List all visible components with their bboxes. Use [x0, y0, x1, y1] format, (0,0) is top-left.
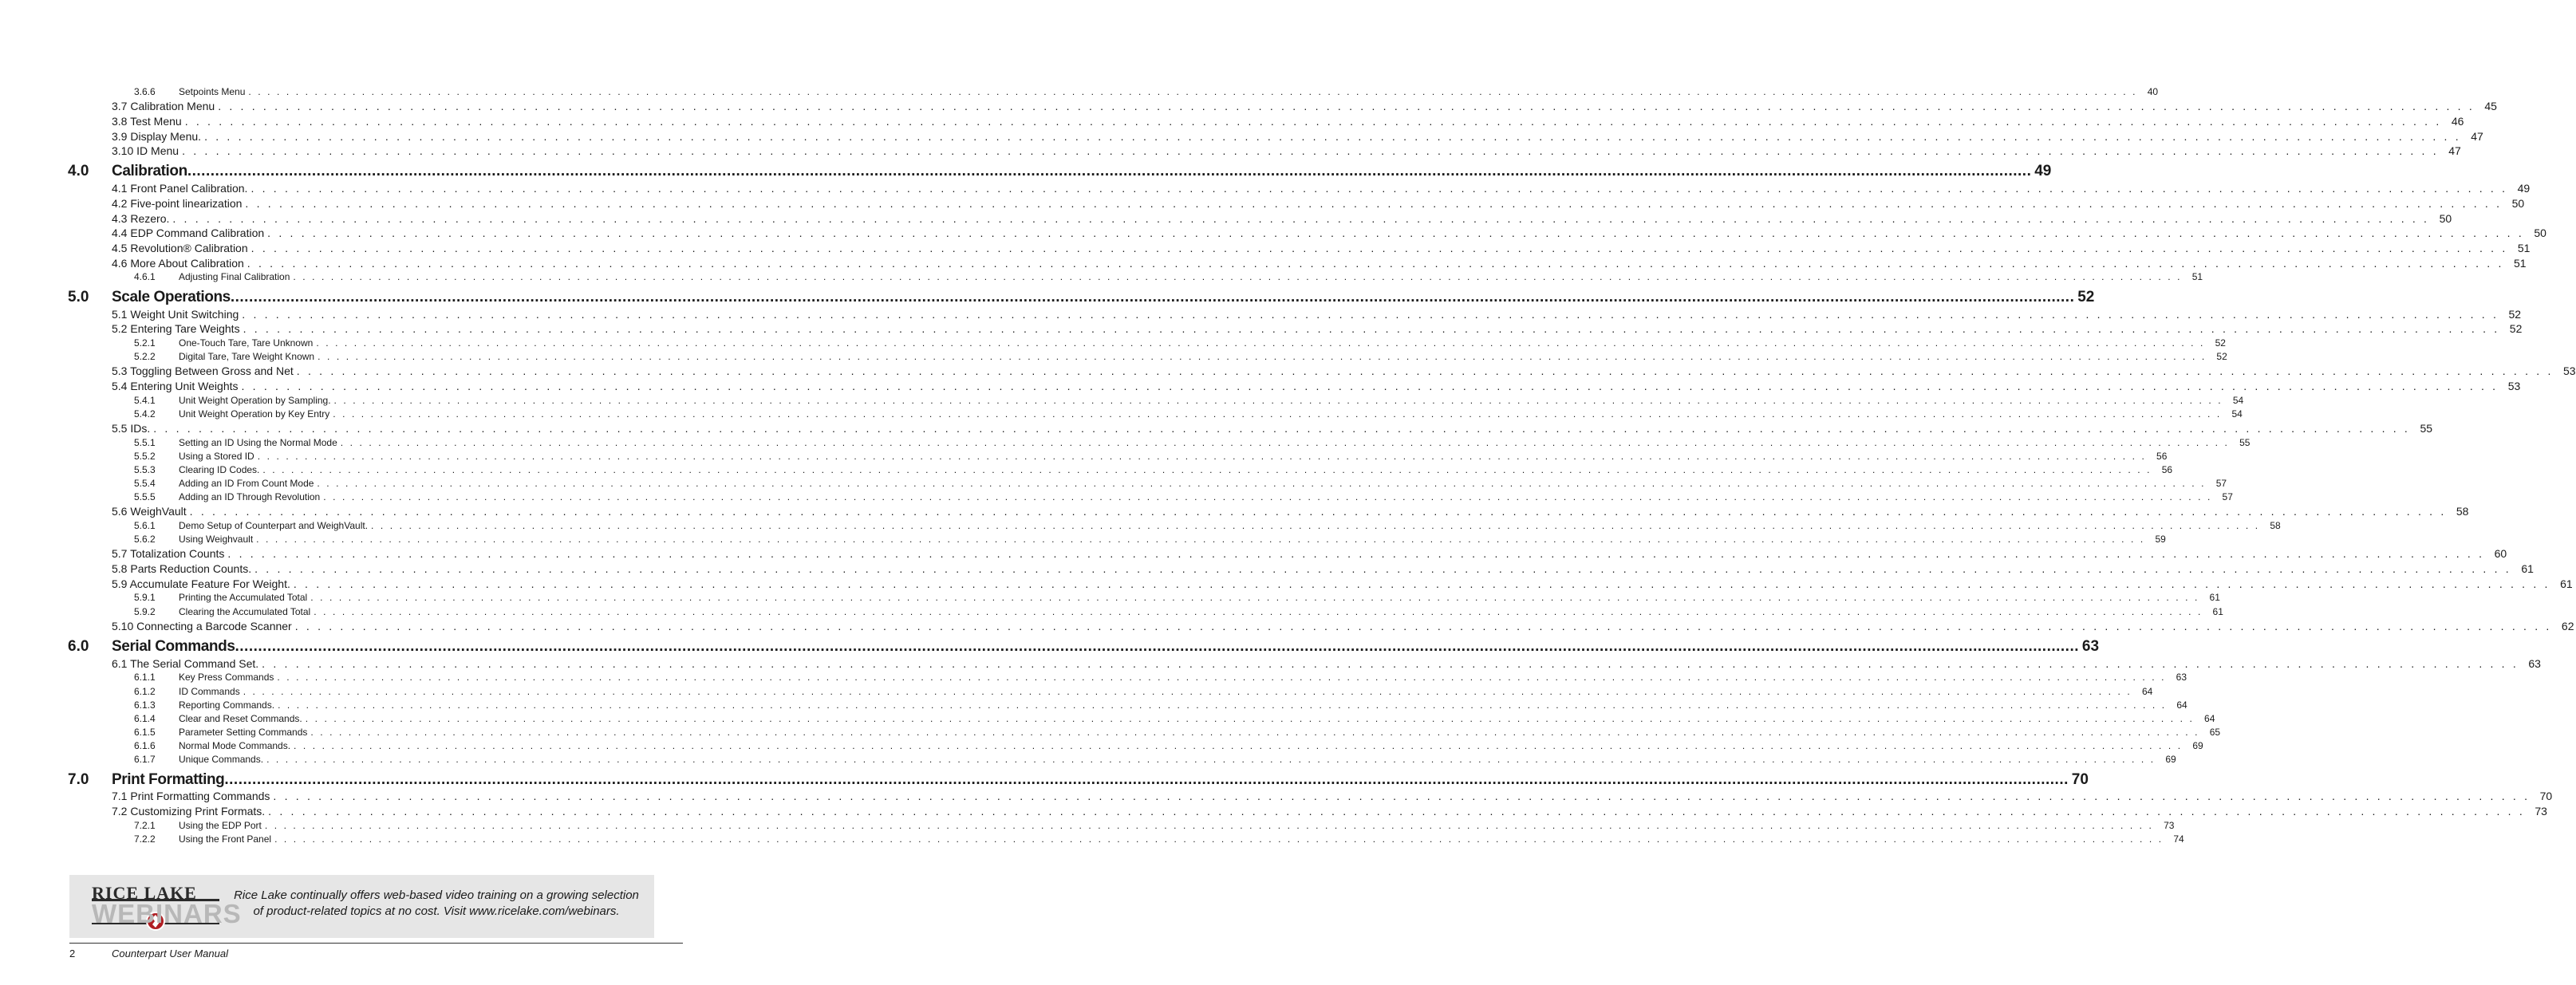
- toc-entry-number: 5.5.2: [134, 451, 156, 462]
- toc-dot-leader: . . . . . . . . . . . . . . . . . . . . . . . . . . . . . . . . . . . . . . . . . . . . . . . . . . . . . . . . . . . . . . . . . . . . . . . . . . . . . . . . . . . . . . . . . . . . . . . . . . . . . . . . . . . . . . . . . . . . . . . . . . . . . . . . . . . . . . . . . . . . . . . . . . . . . . . . . . . . . . . . . . . . . . . . . . . . . . . . . . . . . . . . . . . . . . . . . . . . . . . .: [218, 100, 2475, 112]
- toc-page-number: 53: [2507, 380, 2521, 392]
- toc-entry-title: Digital Tare, Tare Weight Known: [179, 351, 315, 362]
- toc-entry-number: 4.0: [68, 163, 89, 179]
- toc-entry-title: Using a Stored ID: [179, 451, 254, 462]
- toc-entry-title: Print Formatting: [112, 771, 225, 788]
- toc-entry[interactable]: [112, 182, 2531, 197]
- toc-entry-title: Setting an ID Using the Normal Mode: [179, 437, 337, 448]
- toc-dot-leader: . . . . . . . . . . . . . . . . . . . . . . . . . . . . . . . . . . . . . . . . . . . . . . . . . . . . . . . . . . . . . . . . . . . . . . . . . . . . . . . . . . . . . . . . . . . . . . . . . . . . . . . . . . . . . . . . . . . . . . . . . . . . . . . . . . . . . . . . . . . . . . . . . . . . . . . . . . . . . . . . . . . . . . . . . . . . . . . . . . . . . . . . . . . . . . . . . . . . . . . .: [262, 657, 2519, 670]
- toc-subentry[interactable]: [134, 408, 2243, 422]
- toc-dot-leader: . . . . . . . . . . . . . . . . . . . . . . . . . . . . . . . . . . . . . . . . . . . . . . . . . . . . . . . . . . . . . . . . . . . . . . . . . . . . . . . . . . . . . . . . . . . . . . . . . . . . . . . . . . . . . . . . . . . . . . . . . . . . . . . . . . . . . . . . . . . . . . . . . . . . . . . . . . . . . . . . . . . . . . . . . . . . . . . . . . . . . . . . . . . . . . . . . . . . . . . .: [153, 422, 2411, 435]
- toc-entry-title: Calibration: [112, 163, 187, 179]
- toc-entry-title: 7.1 Print Formatting Commands: [112, 790, 270, 802]
- toc-subentry[interactable]: [134, 337, 2226, 351]
- toc-subentry[interactable]: [134, 534, 2166, 547]
- toc-dot-leader: . . . . . . . . . . . . . . . . . . . . . . . . . . . . . . . . . . . . . . . . . . . . . . . . . . . . . . . . . . . . . . . . . . . . . . . . . . . . . . . . . . . . . . . . . . . . . . . . . . . . . . . . . . . . . . . . . . . . . . . . . . . . . . . . . . . . . . . . . . . . . . . . . . . . . . . . . . . . . . . . . . . . . . . . . . . . . . . . . . . . . . . . . . . . . . . . . . . . . . . .: [243, 322, 2500, 335]
- footer-document-title: Counterpart User Manual: [112, 948, 228, 959]
- toc-entry-title: Key Press Commands: [179, 672, 274, 683]
- toc-entry-title: 5.6 WeighVault: [112, 505, 187, 518]
- toc-dot-leader: . . . . . . . . . . . . . . . . . . . . . . . . . . . . . . . . . . . . . . . . . . . . . . . . . . . . . . . . . . . . . . . . . . . . . . . . . . . . . . . . . . . . . . . . . . . . . . . . . . . . . . . . . . . . . . . . . . . . . . . . . . . . . . . . . . . . . . . . . . . . . . . . . . . . . . . . . . . . . . . . . . . . . . . . . . . . . . . . . . . . . . . . . . . . . . . . . . . . . . . .: [277, 672, 2167, 683]
- toc-page-number: 64: [2176, 699, 2187, 711]
- footer-page-number: 2: [69, 948, 76, 959]
- toc-entry-title: 4.5 Revolution® Calibration: [112, 242, 248, 254]
- toc-dot-leader: . . . . . . . . . . . . . . . . . . . . . . . . . . . . . . . . . . . . . . . . . . . . . . . . . . . . . . . . . . . . . . . . . . . . . . . . . . . . . . . . . . . . . . . . . . . . . . . . . . . . . . . . . . . . . . . . . . . . . . . . . . . . . . . . . . . . . . . . . . . . . . . . . . . . . . . . . . . . . . . . . . . . . . . . . . . . . . . . . . . . . . . . . . . . . . . . . . . . . . . .: [371, 520, 2260, 531]
- toc-subentry[interactable]: [134, 740, 2203, 754]
- toc-entry-title: 5.5 IDs.: [112, 422, 151, 435]
- toc-dot-leader: . . . . . . . . . . . . . . . . . . . . . . . . . . . . . . . . . . . . . . . . . . . . . . . . . . . . . . . . . . . . . . . . . . . . . . . . . . . . . . . . . . . . . . . . . . . . . . . . . . . . . . . . . . . . . . . . . . . . . . . . . . . . . . . . . . . . . . . . . . . . . . . . . . . . . . . . . . . . . . . . . . . . . . . . . . . . . . . . . . . . . . . . . . . . . . . . . . . . . . . .: [310, 592, 2199, 603]
- toc-entry-title: Adjusting Final Calibration: [179, 271, 290, 282]
- toc-entry[interactable]: [112, 242, 2531, 257]
- toc-entry-number: 5.6.1: [134, 520, 156, 531]
- toc-page-number: 53: [2562, 364, 2576, 377]
- toc-entry[interactable]: [112, 197, 2525, 212]
- toc-dot-leader: . . . . . . . . . . . . . . . . . . . . . . . . . . . . . . . . . . . . . . . . . . . . . . . . . . . . . . . . . . . . . . . . . . . . . . . . . . . . . . . . . . . . . . . . . . . . . . . . . . . . . . . . . . . . . . . . . . . . . . . . . . . . . . . . . . . . . . . . . . . . . . . . . . . . . . . . . . . . . . . . . . . . . . . . . . . . . . . . . . . . . . . . . . . . . . . . . . . . . . . .: [293, 271, 2183, 282]
- toc-entry[interactable]: [112, 505, 2469, 520]
- toc-subentry[interactable]: [134, 754, 2176, 767]
- toc-entry-title: 3.8 Test Menu: [112, 115, 182, 128]
- toc-entry-title: Setpoints Menu: [179, 86, 246, 97]
- toc-page-number: 51: [2513, 257, 2527, 270]
- toc-dot-leader: . . . . . . . . . . . . . . . . . . . . . . . . . . . . . . . . . . . . . . . . . . . . . . . . . . . . . . . . . . . . . . . . . . . . . . . . . . . . . . . . . . . . . . . . . . . . . . . . . . . . . . . . . . . . . . . . . . . . . . . . . . . . . . . . . . . . . . . . . . . . . . . . . . . . . . . . . . . . . . . . . . . . . . . . . . . . . . . . . . . . . . . . . . . . . . . . . . . . . . . .: [256, 534, 2145, 545]
- toc-dot-leader: . . . . . . . . . . . . . . . . . . . . . . . . . . . . . . . . . . . . . . . . . . . . . . . . . . . . . . . . . . . . . . . . . . . . . . . . . . . . . . . . . . . . . . . . . . . . . . . . . . . . . . . . . . . . . . . . . . . . . . . . . . . . . . . . . . . . . . . . . . . . . . . . . . . . . . . . . . . . . . . . . . . . . . . . . . . . . . . . . . . . . . . . . . . . . . . . . . . . . . . .: [184, 115, 2442, 128]
- toc-entry-title: Using the Front Panel: [179, 833, 272, 845]
- toc-page-number: 51: [2517, 242, 2531, 254]
- toc-dot-leader: . . . . . . . . . . . . . . . . . . . . . . . . . . . . . . . . . . . . . . . . . . . . . . . . . . . . . . . . . . . . . . . . . . . . . . . . . . . . . . . . . . . . . . . . . . . . . . . . . . . . . . . . . . . . . . . . . . . . . . . . . . . . . . . . . . . . . . . . . . . . . . . . . . . . . . . . . . . . . . . . . . . . . . . . . . . . . . . . . . . . . . . . . . . . . . . . . . . . . . . .: [333, 408, 2222, 420]
- toc-entry-title: Demo Setup of Counterpart and WeighVault.: [179, 520, 369, 531]
- toc-entry-title: 3.10 ID Menu: [112, 144, 179, 157]
- toc-entry-number: 5.2.1: [134, 337, 156, 349]
- toc-entry[interactable]: [112, 790, 2553, 805]
- toc-dot-leader: . . . . . . . . . . . . . . . . . . . . . . . . . . . . . . . . . . . . . . . . . . . . . . . . . . . . . . . . . . . . . . . . . . . . . . . . . . . . . . . . . . . . . . . . . . . . . . . . . . . . . . . . . . . . . . . . . . . . . . . . . . . . . . . . . . . . . . . . . . . . . . . . . . . . . . . . . . . . . . . . . . . . . . . . . . . . . . . . . . . . . . . . . . . . . . . . . . . . . . . .: [296, 364, 2554, 377]
- toc-dot-leader: . . . . . . . . . . . . . . . . . . . . . . . . . . . . . . . . . . . . . . . . . . . . . . . . . . . . . . . . . . . . . . . . . . . . . . . . . . . . . . . . . . . . . . . . . . . . . . . . . . . . . . . . . . . . . . . . . . . . . . . . . . . . . . . . . . . . . . . . . . . . . . . . . . . . . . . . . . . . . . . . . . . . . . . . . . . . . . . . . . . . . . . . . . . . . . . . . . . . . . . .: [250, 182, 2508, 195]
- toc-entry[interactable]: [112, 322, 2523, 337]
- toc-entry-title: Reporting Commands.: [179, 699, 275, 711]
- toc-subentry[interactable]: [134, 86, 2159, 100]
- toc-entry-title: Printing the Accumulated Total: [179, 592, 308, 603]
- toc-page-number: 50: [2439, 212, 2452, 225]
- toc-page-number: 52: [2508, 308, 2522, 321]
- toc-page-number: 61: [2521, 562, 2534, 575]
- toc-dot-leader: . . . . . . . . . . . . . . . . . . . . . . . . . . . . . . . . . . . . . . . . . . . . . . . . . . . . . . . . . . . . . . . . . . . . . . . . . . . . . . . . . . . . . . . . . . . . . . . . . . . . . . . . . . . . . . . . . . . . . . . . . . . . . . . . . . . . . . . . . . . . . . . . . . . . . . . . . . . . . . . . . . . . . . . . . . . . . . . . . . . . . . . . . . . . . . . . . . . . . . . .: [242, 308, 2499, 321]
- toc-dot-leader: . . . . . . . . . . . . . . . . . . . . . . . . . . . . . . . . . . . . . . . . . . . . . . . . . . . . . . . . . . . . . . . . . . . . . . . . . . . . . . . . . . . . . . . . . . . . . . . . . . . . . . . . . . . . . . . . . . . . . . . . . . . . . . . . . . . . . . . . . . . . . . . . . . . . . . . . . . . . . . . . . . . . . . . . . . . . . . . . . . . . . . . . . . . . . . . . . . . . . . . .: [274, 833, 2164, 845]
- toc-page-number: 60: [2494, 547, 2507, 560]
- toc-entry-number: 5.9.2: [134, 606, 156, 617]
- webinar-banner: [69, 875, 654, 938]
- toc-entry-title: 5.8 Parts Reduction Counts.: [112, 562, 252, 575]
- toc-section-heading[interactable]: [68, 771, 2089, 790]
- banner-line-1: Rice Lake continually offers web-based video training on a growing selection: [234, 888, 639, 902]
- toc-entry[interactable]: [112, 100, 2497, 115]
- toc-dot-leader: . . . . . . . . . . . . . . . . . . . . . . . . . . . . . . . . . . . . . . . . . . . . . . . . . . . . . . . . . . . . . . . . . . . . . . . . . . . . . . . . . . . . . . . . . . . . . . . . . . . . . . . . . . . . . . . . . . . . . . . . . . . . . . . . . . . . . . . . . . . . . . . . . . . . . . . . . . . . . . . . . . . . . . . . . . . . . . . . . . . . . . . . . . . . . . . . . . . . . . . .: [294, 620, 2552, 632]
- toc-dot-leader: . . . . . . . . . . . . . . . . . . . . . . . . . . . . . . . . . . . . . . . . . . . . . . . . . . . . . . . . . . . . . . . . . . . . . . . . . . . . . . . . . . . . . . . . . . . . . . . . . . . . . . . . . . . . . . . . . . . . . . . . . . . . . . . . . . . . . . . . . . . . . . . . . . . . . . . . . . . . . . . . . . . . . . . . . . . . . . . . . . . . . . . . . . . . . . . . . . . . . . . .: [323, 491, 2212, 502]
- toc-page-number: 52: [2215, 337, 2226, 349]
- toc-entry-title: Clearing the Accumulated Total: [179, 606, 311, 617]
- toc-page-number: 54: [2232, 395, 2244, 406]
- toc-entry-number: 3.6.6: [134, 86, 156, 97]
- toc-entry[interactable]: [112, 257, 2527, 272]
- rice-lake-webinars-logo[interactable]: [92, 881, 242, 934]
- toc-page-number: 57: [2222, 491, 2233, 502]
- toc-subentry[interactable]: [134, 395, 2244, 408]
- toc-page-number: 56: [2161, 464, 2173, 475]
- toc-entry-number: 5.6.2: [134, 534, 156, 545]
- toc-entry[interactable]: [112, 422, 2433, 437]
- toc-page-number: 69: [2165, 754, 2176, 765]
- toc-page-number: 65: [2209, 727, 2221, 738]
- toc-entry-title: 4.6 More About Calibration: [112, 257, 244, 270]
- toc-entry-number: 5.5.3: [134, 464, 156, 475]
- toc-subentry[interactable]: [134, 686, 2153, 699]
- toc-page-number: 73: [2164, 820, 2175, 831]
- toc-entry-title: Parameter Setting Commands: [179, 727, 308, 738]
- toc-section-heading[interactable]: [68, 289, 2095, 308]
- toc-page-number: 47: [2471, 130, 2483, 143]
- toc-entry-number: 5.0: [68, 289, 89, 305]
- toc-entry-title: 3.9 Display Menu.: [112, 130, 202, 143]
- toc-page-number: 73: [2535, 805, 2547, 818]
- toc-entry-number: 6.1.2: [134, 686, 156, 697]
- toc-entry-title: Using the EDP Port: [179, 820, 262, 831]
- logo-text-webinars: WEBINARS: [92, 899, 242, 928]
- toc-subentry[interactable]: [134, 491, 2233, 505]
- toc-page-number: 47: [2448, 144, 2461, 157]
- toc-dot-leader: . . . . . . . . . . . . . . . . . . . . . . . . . . . . . . . . . . . . . . . . . . . . . . . . . . . . . . . . . . . . . . . . . . . . . . . . . . . . . . . . . . . . . . . . . . . . . . . . . . . . . . . . . . . . . . . . . . . . . . . . . . . . . . . . . . . . . . . . . . . . . . . . . . . . . . . . . . . . . . . . . . . . . . . . . . . . . . . . . . . . . . . . . . . . . . . . . . . . . . . .: [250, 242, 2508, 254]
- toc-dot-leader: . . . . . . . . . . . . . . . . . . . . . . . . . . . . . . . . . . . . . . . . . . . . . . . . . . . . . . . . . . . . . . . . . . . . . . . . . . . . . . . . . . . . . . . . . . . . . . . . . . . . . . . . . . . . . . . . . . . . . . . . . . . . . . . . . . . . . . . . . . . . . . . . . . . . . . . . . . . . . . . . . . . . . . . . . . . . . . . . . . . . . . . . . . . . . . . . . . . . . . . .: [333, 395, 2223, 406]
- toc-page-number: 56: [2156, 451, 2168, 462]
- toc-page-number: 63: [2176, 672, 2187, 683]
- toc-dot-leader: . . . . . . . . . . . . . . . . . . . . . . . . . . . . . . . . . . . . . . . . . . . . . . . . . . . . . . . . . . . . . . . . . . . . . . . . . . . . . . . . . . . . . . . . . . . . . . . . . . . . . . . . . . . . . . . . . . . . . . . . . . . . . . . . . . . . . . . . . . . . . . . . . . . . . . . . . . . . . . . . . . . . . . . . . . . . . . . . . . . . . . . . . . . . . . . . . . . . . . . .: [268, 805, 2525, 818]
- toc-dot-leader: . . . . . . . . . . . . . . . . . . . . . . . . . . . . . . . . . . . . . . . . . . . . . . . . . . . . . . . . . . . . . . . . . . . . . . . . . . . . . . . . . . . . . . . . . . . . . . . . . . . . . . . . . . . . . . . . . . . . . . . . . . . . . . . . . . . . . . . . . . . . . . . . . . . . . . . . . . . . . . . . . . . . . . . . . . . . . . . . . . . . . . . . . . . . . . . . . . . . . . . .: [314, 606, 2203, 617]
- toc-entry-title: 4.4 EDP Command Calibration: [112, 227, 265, 239]
- toc-page-number: 69: [2192, 740, 2203, 751]
- logo-text-rice-lake: RICE LAKE: [92, 883, 197, 903]
- toc-page-number: 45: [2484, 100, 2497, 112]
- toc-page-number: 52: [2077, 289, 2095, 305]
- toc-entry-title: Using Weighvault: [179, 534, 254, 545]
- toc-entry-title: 3.7 Calibration Menu: [112, 100, 215, 112]
- toc-dot-leader: . . . . . . . . . . . . . . . . . . . . . . . . . . . . . . . . . . . . . . . . . . . . . . . . . . . . . . . . . . . . . . . . . . . . . . . . . . . . . . . . . . . . . . . . . . . . . . . . . . . . . . . . . . . . . . . . . . . . . . . . . . . . . . . . . . . . . . . . . . . . . . . . . . . . . . . . . . . . . . . . . . . . . . . . . . . . . . . . . . . . . . . . . . . . . . . . . . . . . . . .: [182, 144, 2439, 157]
- toc-entry[interactable]: [112, 805, 2547, 820]
- toc-dot-leader: . . . . . . . . . . . . . . . . . . . . . . . . . . . . . . . . . . . . . . . . . . . . . . . . . . . . . . . . . . . . . . . . . . . . . . . . . . . . . . . . . . . . . . . . . . . . . . . . . . . . . . . . . . . . . . . . . . . . . . . . . . . . . . . . . . . . . . . . . . . . . . . . . . . . . . . . . . . . . . . . . . . . . . . . . . . . . . . . . . . . . . . . . . . . . . . . . . . . . . . .: [172, 212, 2430, 225]
- toc-entry-title: Unit Weight Operation by Key Entry: [179, 408, 330, 420]
- toc-dot-leader: ................................................................................................................................................................................................................................................................................................................................................................................................................: [235, 638, 2080, 655]
- toc-page-number: 40: [2147, 86, 2159, 97]
- toc-entry-number: 6.1.7: [134, 754, 156, 765]
- toc-entry[interactable]: [112, 227, 2546, 242]
- toc-subentry[interactable]: [134, 464, 2173, 478]
- toc-page-number: 57: [2215, 478, 2227, 489]
- toc-entry-number: 6.1.3: [134, 699, 156, 711]
- toc-dot-leader: . . . . . . . . . . . . . . . . . . . . . . . . . . . . . . . . . . . . . . . . . . . . . . . . . . . . . . . . . . . . . . . . . . . . . . . . . . . . . . . . . . . . . . . . . . . . . . . . . . . . . . . . . . . . . . . . . . . . . . . . . . . . . . . . . . . . . . . . . . . . . . . . . . . . . . . . . . . . . . . . . . . . . . . . . . . . . . . . . . . . . . . . . . . . . . . . . . . . . . . .: [243, 686, 2132, 697]
- toc-page-number: 55: [2239, 437, 2251, 448]
- toc-dot-leader: . . . . . . . . . . . . . . . . . . . . . . . . . . . . . . . . . . . . . . . . . . . . . . . . . . . . . . . . . . . . . . . . . . . . . . . . . . . . . . . . . . . . . . . . . . . . . . . . . . . . . . . . . . . . . . . . . . . . . . . . . . . . . . . . . . . . . . . . . . . . . . . . . . . . . . . . . . . . . . . . . . . . . . . . . . . . . . . . . . . . . . . . . . . . . . . . . . . . . . . .: [273, 790, 2531, 802]
- toc-entry-number: 7.2.2: [134, 833, 156, 845]
- toc-page-number: 62: [2561, 620, 2574, 632]
- toc-dot-leader: . . . . . . . . . . . . . . . . . . . . . . . . . . . . . . . . . . . . . . . . . . . . . . . . . . . . . . . . . . . . . . . . . . . . . . . . . . . . . . . . . . . . . . . . . . . . . . . . . . . . . . . . . . . . . . . . . . . . . . . . . . . . . . . . . . . . . . . . . . . . . . . . . . . . . . . . . . . . . . . . . . . . . . . . . . . . . . . . . . . . . . . . . . . . . . . . . . . . . . . .: [264, 820, 2154, 831]
- toc-dot-leader: . . . . . . . . . . . . . . . . . . . . . . . . . . . . . . . . . . . . . . . . . . . . . . . . . . . . . . . . . . . . . . . . . . . . . . . . . . . . . . . . . . . . . . . . . . . . . . . . . . . . . . . . . . . . . . . . . . . . . . . . . . . . . . . . . . . . . . . . . . . . . . . . . . . . . . . . . . . . . . . . . . . . . . . . . . . . . . . . . . . . . . . . . . . . . . . . . . . . . . . .: [204, 130, 2461, 143]
- toc-subentry[interactable]: [134, 833, 2184, 847]
- toc-entry-title: Unit Weight Operation by Sampling.: [179, 395, 331, 406]
- toc-subentry[interactable]: [134, 351, 2227, 364]
- toc-entry-title: Clear and Reset Commands.: [179, 713, 302, 724]
- banner-line-2[interactable]: of product-related topics at no cost. Visit www.ricelake.com/webinars.: [253, 904, 620, 918]
- toc-dot-leader: . . . . . . . . . . . . . . . . . . . . . . . . . . . . . . . . . . . . . . . . . . . . . . . . . . . . . . . . . . . . . . . . . . . . . . . . . . . . . . . . . . . . . . . . . . . . . . . . . . . . . . . . . . . . . . . . . . . . . . . . . . . . . . . . . . . . . . . . . . . . . . . . . . . . . . . . . . . . . . . . . . . . . . . . . . . . . . . . . . . . . . . . . . . . . . . . . . . . . . . .: [305, 713, 2195, 724]
- toc-entry-title: 6.1 The Serial Command Set.: [112, 657, 259, 670]
- toc-dot-leader: . . . . . . . . . . . . . . . . . . . . . . . . . . . . . . . . . . . . . . . . . . . . . . . . . . . . . . . . . . . . . . . . . . . . . . . . . . . . . . . . . . . . . . . . . . . . . . . . . . . . . . . . . . . . . . . . . . . . . . . . . . . . . . . . . . . . . . . . . . . . . . . . . . . . . . . . . . . . . . . . . . . . . . . . . . . . . . . . . . . . . . . . . . . . . . . . . . . . . . . .: [293, 577, 2550, 590]
- toc-page-number: 70: [2071, 771, 2089, 788]
- toc-entry-title: 5.1 Weight Unit Switching: [112, 308, 239, 321]
- toc-page-number: 51: [2191, 271, 2203, 282]
- toc-dot-leader: . . . . . . . . . . . . . . . . . . . . . . . . . . . . . . . . . . . . . . . . . . . . . . . . . . . . . . . . . . . . . . . . . . . . . . . . . . . . . . . . . . . . . . . . . . . . . . . . . . . . . . . . . . . . . . . . . . . . . . . . . . . . . . . . . . . . . . . . . . . . . . . . . . . . . . . . . . . . . . . . . . . . . . . . . . . . . . . . . . . . . . . . . . . . . . . . . . . . . . . .: [262, 464, 2152, 475]
- toc-entry[interactable]: [112, 577, 2573, 593]
- toc-page-number: 63: [2528, 657, 2541, 670]
- toc-dot-leader: . . . . . . . . . . . . . . . . . . . . . . . . . . . . . . . . . . . . . . . . . . . . . . . . . . . . . . . . . . . . . . . . . . . . . . . . . . . . . . . . . . . . . . . . . . . . . . . . . . . . . . . . . . . . . . . . . . . . . . . . . . . . . . . . . . . . . . . . . . . . . . . . . . . . . . . . . . . . . . . . . . . . . . . . . . . . . . . . . . . . . . . . . . . . . . . . . . . . . . . .: [247, 257, 2504, 270]
- toc-entry-title: 5.2 Entering Tare Weights: [112, 322, 240, 335]
- toc-entry-title: 5.9 Accumulate Feature For Weight.: [112, 577, 290, 590]
- toc-subentry[interactable]: [134, 606, 2223, 620]
- toc-entry-number: 4.6.1: [134, 271, 156, 282]
- toc-entry[interactable]: [112, 212, 2452, 227]
- toc-dot-leader: . . . . . . . . . . . . . . . . . . . . . . . . . . . . . . . . . . . . . . . . . . . . . . . . . . . . . . . . . . . . . . . . . . . . . . . . . . . . . . . . . . . . . . . . . . . . . . . . . . . . . . . . . . . . . . . . . . . . . . . . . . . . . . . . . . . . . . . . . . . . . . . . . . . . . . . . . . . . . . . . . . . . . . . . . . . . . . . . . . . . . . . . . . . . . . . . . . . . . . . .: [257, 451, 2147, 462]
- toc-dot-leader: . . . . . . . . . . . . . . . . . . . . . . . . . . . . . . . . . . . . . . . . . . . . . . . . . . . . . . . . . . . . . . . . . . . . . . . . . . . . . . . . . . . . . . . . . . . . . . . . . . . . . . . . . . . . . . . . . . . . . . . . . . . . . . . . . . . . . . . . . . . . . . . . . . . . . . . . . . . . . . . . . . . . . . . . . . . . . . . . . . . . . . . . . . . . . . . . . . . . . . . .: [248, 86, 2138, 97]
- toc-page-number: 64: [2204, 713, 2215, 724]
- toc-dot-leader: . . . . . . . . . . . . . . . . . . . . . . . . . . . . . . . . . . . . . . . . . . . . . . . . . . . . . . . . . . . . . . . . . . . . . . . . . . . . . . . . . . . . . . . . . . . . . . . . . . . . . . . . . . . . . . . . . . . . . . . . . . . . . . . . . . . . . . . . . . . . . . . . . . . . . . . . . . . . . . . . . . . . . . . . . . . . . . . . . . . . . . . . . . . . . . . . . . . . . . . .: [267, 227, 2524, 239]
- toc-entry-title: 4.1 Front Panel Calibration.: [112, 182, 248, 195]
- toc-dot-leader: . . . . . . . . . . . . . . . . . . . . . . . . . . . . . . . . . . . . . . . . . . . . . . . . . . . . . . . . . . . . . . . . . . . . . . . . . . . . . . . . . . . . . . . . . . . . . . . . . . . . . . . . . . . . . . . . . . . . . . . . . . . . . . . . . . . . . . . . . . . . . . . . . . . . . . . . . . . . . . . . . . . . . . . . . . . . . . . . . . . . . . . . . . . . . . . . . . . . . . . .: [294, 740, 2183, 751]
- toc-page-number: 55: [2420, 422, 2433, 435]
- toc-page-number: 74: [2173, 833, 2184, 845]
- toc-page-number: 63: [2081, 638, 2100, 655]
- toc-entry-number: 5.5.1: [134, 437, 156, 448]
- toc-entry-number: 5.2.2: [134, 351, 156, 362]
- toc-page-number: 52: [2509, 322, 2523, 335]
- toc-entry[interactable]: [112, 380, 2521, 395]
- toc-entry-title: Scale Operations: [112, 289, 231, 305]
- toc-entry-title: Normal Mode Commands.: [179, 740, 291, 751]
- toc-page-number: 58: [2456, 505, 2469, 518]
- toc-page-number: 50: [2511, 197, 2525, 210]
- toc-entry-number: 5.4.2: [134, 408, 156, 420]
- toc-entry-number: 5.5.5: [134, 491, 156, 502]
- toc-dot-leader: . . . . . . . . . . . . . . . . . . . . . . . . . . . . . . . . . . . . . . . . . . . . . . . . . . . . . . . . . . . . . . . . . . . . . . . . . . . . . . . . . . . . . . . . . . . . . . . . . . . . . . . . . . . . . . . . . . . . . . . . . . . . . . . . . . . . . . . . . . . . . . . . . . . . . . . . . . . . . . . . . . . . . . . . . . . . . . . . . . . . . . . . . . . . . . . . . . . . . . . .: [340, 437, 2230, 448]
- toc-page-number: 58: [2270, 520, 2281, 531]
- toc-entry[interactable]: [112, 562, 2534, 577]
- toc-dot-leader: ................................................................................................................................................................................................................................................................................................................................................................................................................: [187, 163, 2032, 179]
- toc-page-number: 61: [2212, 606, 2223, 617]
- toc-entry[interactable]: [112, 364, 2576, 380]
- toc-entry-title: 4.2 Five-point linearization: [112, 197, 243, 210]
- toc-entry-number: 6.1.1: [134, 672, 156, 683]
- toc-entry-title: Unique Commands.: [179, 754, 264, 765]
- toc-subentry[interactable]: [134, 713, 2215, 727]
- toc-entry-title: Clearing ID Codes.: [179, 464, 260, 475]
- toc-entry-number: 6.1.5: [134, 727, 156, 738]
- toc-subentry[interactable]: [134, 437, 2251, 451]
- toc-entry-number: 6.1.4: [134, 713, 156, 724]
- toc-entry-title: ID Commands: [179, 686, 240, 697]
- footer-divider: [69, 943, 683, 944]
- toc-subentry[interactable]: [134, 699, 2187, 713]
- toc-entry[interactable]: [112, 547, 2507, 562]
- toc-page-number: 54: [2231, 408, 2243, 420]
- toc-entry-number: 5.5.4: [134, 478, 156, 489]
- toc-entry-number: 6.0: [68, 638, 89, 655]
- toc-entry-number: 7.0: [68, 771, 89, 788]
- toc-dot-leader: . . . . . . . . . . . . . . . . . . . . . . . . . . . . . . . . . . . . . . . . . . . . . . . . . . . . . . . . . . . . . . . . . . . . . . . . . . . . . . . . . . . . . . . . . . . . . . . . . . . . . . . . . . . . . . . . . . . . . . . . . . . . . . . . . . . . . . . . . . . . . . . . . . . . . . . . . . . . . . . . . . . . . . . . . . . . . . . . . . . . . . . . . . . . . . . . . . . . . . . .: [318, 351, 2207, 362]
- toc-page-number: 52: [2216, 351, 2227, 362]
- toc-dot-leader: . . . . . . . . . . . . . . . . . . . . . . . . . . . . . . . . . . . . . . . . . . . . . . . . . . . . . . . . . . . . . . . . . . . . . . . . . . . . . . . . . . . . . . . . . . . . . . . . . . . . . . . . . . . . . . . . . . . . . . . . . . . . . . . . . . . . . . . . . . . . . . . . . . . . . . . . . . . . . . . . . . . . . . . . . . . . . . . . . . . . . . . . . . . . . . . . . . . . . . . .: [254, 562, 2511, 575]
- toc-dot-leader: . . . . . . . . . . . . . . . . . . . . . . . . . . . . . . . . . . . . . . . . . . . . . . . . . . . . . . . . . . . . . . . . . . . . . . . . . . . . . . . . . . . . . . . . . . . . . . . . . . . . . . . . . . . . . . . . . . . . . . . . . . . . . . . . . . . . . . . . . . . . . . . . . . . . . . . . . . . . . . . . . . . . . . . . . . . . . . . . . . . . . . . . . . . . . . . . . . . . . . . .: [245, 197, 2503, 210]
- toc-entry-number: 6.1.6: [134, 740, 156, 751]
- toc-entry-title: 5.10 Connecting a Barcode Scanner: [112, 620, 292, 632]
- toc-dot-leader: . . . . . . . . . . . . . . . . . . . . . . . . . . . . . . . . . . . . . . . . . . . . . . . . . . . . . . . . . . . . . . . . . . . . . . . . . . . . . . . . . . . . . . . . . . . . . . . . . . . . . . . . . . . . . . . . . . . . . . . . . . . . . . . . . . . . . . . . . . . . . . . . . . . . . . . . . . . . . . . . . . . . . . . . . . . . . . . . . . . . . . . . . . . . . . . . . . . . . . . .: [316, 337, 2205, 349]
- toc-section-heading[interactable]: [68, 163, 2052, 182]
- toc-entry-title: Adding an ID From Count Mode: [179, 478, 314, 489]
- toc-entry-title: 7.2 Customizing Print Formats.: [112, 805, 266, 818]
- toc-dot-leader: . . . . . . . . . . . . . . . . . . . . . . . . . . . . . . . . . . . . . . . . . . . . . . . . . . . . . . . . . . . . . . . . . . . . . . . . . . . . . . . . . . . . . . . . . . . . . . . . . . . . . . . . . . . . . . . . . . . . . . . . . . . . . . . . . . . . . . . . . . . . . . . . . . . . . . . . . . . . . . . . . . . . . . . . . . . . . . . . . . . . . . . . . . . . . . . . . . . . . . . .: [241, 380, 2499, 392]
- toc-subentry[interactable]: [134, 478, 2227, 491]
- toc-dot-leader: . . . . . . . . . . . . . . . . . . . . . . . . . . . . . . . . . . . . . . . . . . . . . . . . . . . . . . . . . . . . . . . . . . . . . . . . . . . . . . . . . . . . . . . . . . . . . . . . . . . . . . . . . . . . . . . . . . . . . . . . . . . . . . . . . . . . . . . . . . . . . . . . . . . . . . . . . . . . . . . . . . . . . . . . . . . . . . . . . . . . . . . . . . . . . . . . . . . . . . . .: [310, 727, 2200, 738]
- toc-page-number: 61: [2209, 592, 2220, 603]
- toc-page-number: 49: [2517, 182, 2531, 195]
- toc-subentry[interactable]: [134, 520, 2281, 534]
- toc-entry[interactable]: [112, 130, 2483, 145]
- toc-section-heading[interactable]: [68, 638, 2100, 657]
- toc-entry-title: 4.3 Rezero.: [112, 212, 170, 225]
- toc-entry-title: Adding an ID Through Revolution: [179, 491, 321, 502]
- toc-dot-leader: . . . . . . . . . . . . . . . . . . . . . . . . . . . . . . . . . . . . . . . . . . . . . . . . . . . . . . . . . . . . . . . . . . . . . . . . . . . . . . . . . . . . . . . . . . . . . . . . . . . . . . . . . . . . . . . . . . . . . . . . . . . . . . . . . . . . . . . . . . . . . . . . . . . . . . . . . . . . . . . . . . . . . . . . . . . . . . . . . . . . . . . . . . . . . . . . . . . . . . . .: [227, 547, 2485, 560]
- banner-tagline: [221, 888, 652, 920]
- toc-entry-title: One-Touch Tare, Tare Unknown: [179, 337, 314, 349]
- toc-entry[interactable]: [112, 308, 2522, 323]
- toc-dot-leader: ................................................................................................................................................................................................................................................................................................................................................................................................................: [224, 771, 2069, 788]
- toc-page-number: 46: [2451, 115, 2464, 128]
- toc-entry-number: 7.2.1: [134, 820, 156, 831]
- toc-subentry[interactable]: [134, 271, 2203, 285]
- toc-dot-leader: . . . . . . . . . . . . . . . . . . . . . . . . . . . . . . . . . . . . . . . . . . . . . . . . . . . . . . . . . . . . . . . . . . . . . . . . . . . . . . . . . . . . . . . . . . . . . . . . . . . . . . . . . . . . . . . . . . . . . . . . . . . . . . . . . . . . . . . . . . . . . . . . . . . . . . . . . . . . . . . . . . . . . . . . . . . . . . . . . . . . . . . . . . . . . . . . . . . . . . . .: [189, 505, 2447, 518]
- toc-page-number: 59: [2155, 534, 2166, 545]
- toc-subentry[interactable]: [134, 451, 2168, 464]
- toc-entry[interactable]: [112, 657, 2541, 672]
- toc-entry[interactable]: [112, 620, 2574, 635]
- toc-page-number: 61: [2560, 577, 2573, 590]
- toc-dot-leader: . . . . . . . . . . . . . . . . . . . . . . . . . . . . . . . . . . . . . . . . . . . . . . . . . . . . . . . . . . . . . . . . . . . . . . . . . . . . . . . . . . . . . . . . . . . . . . . . . . . . . . . . . . . . . . . . . . . . . . . . . . . . . . . . . . . . . . . . . . . . . . . . . . . . . . . . . . . . . . . . . . . . . . . . . . . . . . . . . . . . . . . . . . . . . . . . . . . . . . . .: [266, 754, 2156, 765]
- toc-subentry[interactable]: [134, 820, 2175, 833]
- toc-entry-number: 5.4.1: [134, 395, 156, 406]
- toc-entry-number: 5.9.1: [134, 592, 156, 603]
- toc-subentry[interactable]: [134, 727, 2221, 740]
- toc-entry[interactable]: [112, 115, 2464, 130]
- toc-entry[interactable]: [112, 144, 2461, 160]
- toc-entry-title: 5.3 Toggling Between Gross and Net: [112, 364, 294, 377]
- toc-page-number: 49: [2034, 163, 2052, 179]
- toc-entry-title: 5.7 Totalization Counts: [112, 547, 225, 560]
- toc-subentry[interactable]: [134, 592, 2220, 605]
- toc-subentry[interactable]: [134, 672, 2187, 685]
- toc-entry-title: 5.4 Entering Unit Weights: [112, 380, 239, 392]
- toc-dot-leader: . . . . . . . . . . . . . . . . . . . . . . . . . . . . . . . . . . . . . . . . . . . . . . . . . . . . . . . . . . . . . . . . . . . . . . . . . . . . . . . . . . . . . . . . . . . . . . . . . . . . . . . . . . . . . . . . . . . . . . . . . . . . . . . . . . . . . . . . . . . . . . . . . . . . . . . . . . . . . . . . . . . . . . . . . . . . . . . . . . . . . . . . . . . . . . . . . . . . . . . .: [317, 478, 2207, 489]
- toc-dot-leader: . . . . . . . . . . . . . . . . . . . . . . . . . . . . . . . . . . . . . . . . . . . . . . . . . . . . . . . . . . . . . . . . . . . . . . . . . . . . . . . . . . . . . . . . . . . . . . . . . . . . . . . . . . . . . . . . . . . . . . . . . . . . . . . . . . . . . . . . . . . . . . . . . . . . . . . . . . . . . . . . . . . . . . . . . . . . . . . . . . . . . . . . . . . . . . . . . . . . . . . .: [278, 699, 2167, 711]
- toc-page-number: 50: [2534, 227, 2546, 239]
- toc-dot-leader: ................................................................................................................................................................................................................................................................................................................................................................................................................: [230, 289, 2075, 305]
- toc-page-number: 64: [2141, 686, 2153, 697]
- toc-entry-title: Serial Commands: [112, 638, 235, 655]
- toc-page-number: 70: [2539, 790, 2553, 802]
